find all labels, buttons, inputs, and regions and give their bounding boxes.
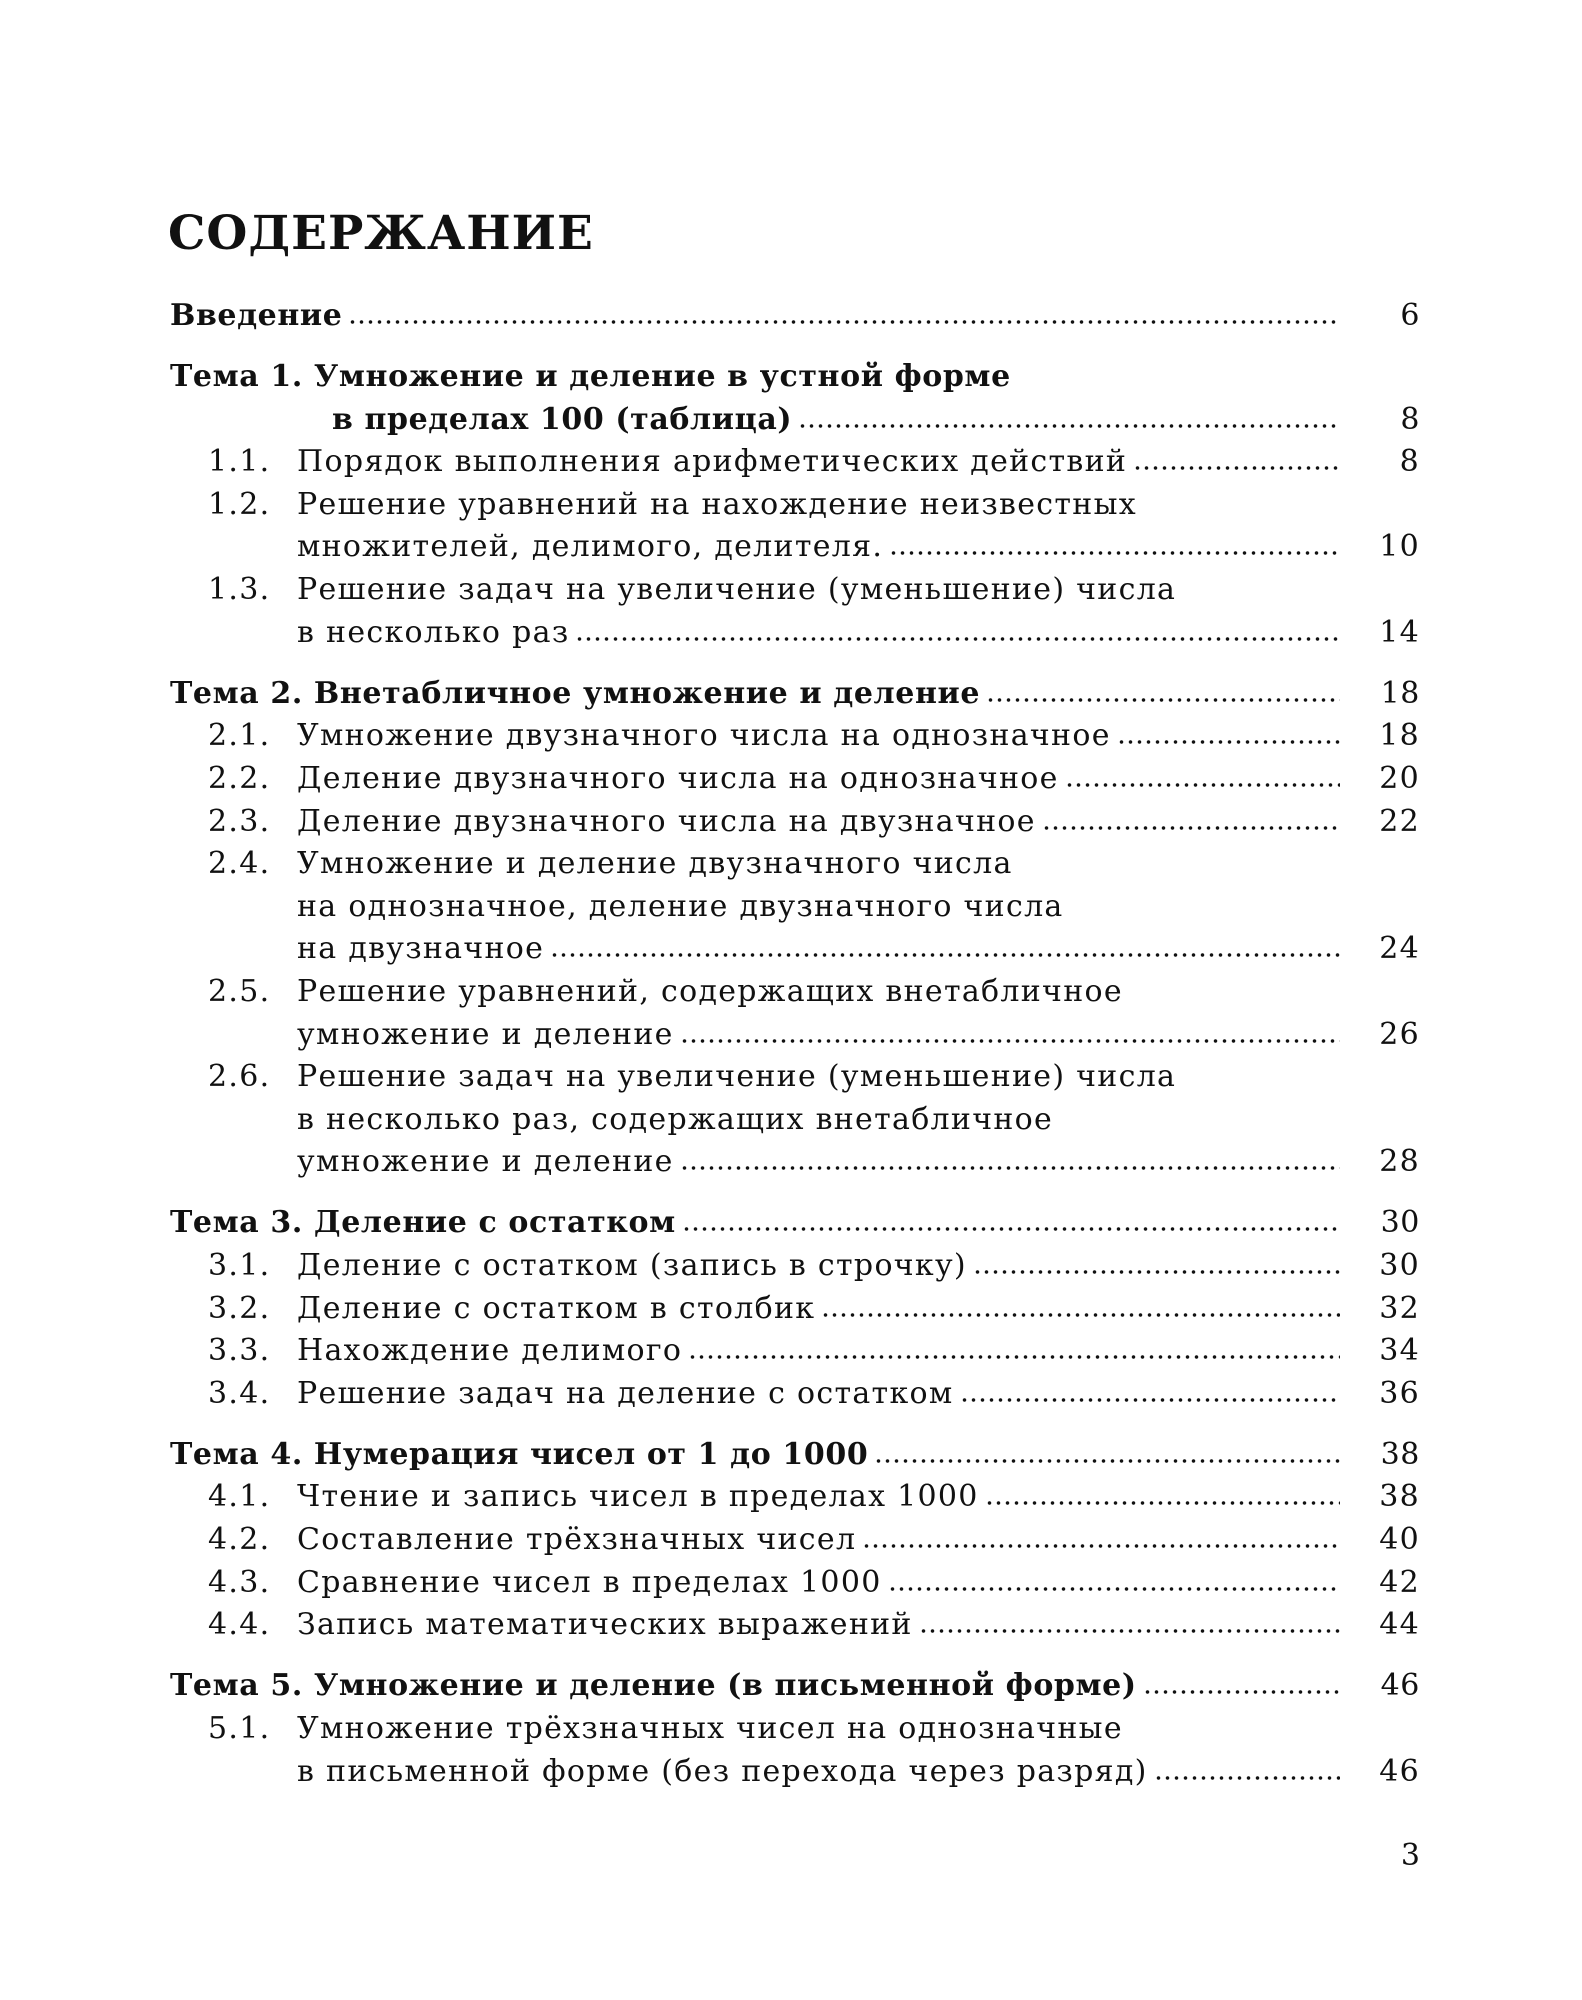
section-number: 2.1. (208, 718, 271, 754)
toc-line (170, 356, 1420, 399)
toc-subsection-entry[interactable] (170, 1245, 1420, 1288)
entry-title: Запись математических выражений (297, 1607, 913, 1643)
dot-leader (960, 1395, 1340, 1405)
entry-title: умножение и деление (297, 1144, 674, 1180)
topic-label: Тема 5. (170, 1668, 303, 1704)
dot-leader (1042, 823, 1340, 833)
toc-line (170, 484, 1420, 527)
page-reference[interactable]: 18 (1379, 718, 1420, 754)
page-reference[interactable]: 34 (1379, 1333, 1420, 1369)
entry-title: Решение задач на деление с остатком (297, 1375, 954, 1411)
dot-leader (348, 317, 1340, 327)
entry-title: Решение задач на увеличение (уменьшение) числа (297, 1059, 1177, 1095)
toc-section (170, 1665, 1420, 1793)
page-number: 3 (1400, 1838, 1420, 1873)
section-number: 4.1. (208, 1479, 271, 1515)
dot-leader (973, 1267, 1340, 1277)
entry-title: Порядок выполнения арифметических действий (297, 444, 1128, 480)
toc-subsection-entry[interactable] (170, 1708, 1420, 1793)
entry-title: множителей, делимого, делителя. (297, 529, 884, 565)
toc-line (170, 758, 1420, 801)
entry-title: Умножение и деление в устной форме (313, 359, 1011, 395)
toc-line (170, 526, 1420, 569)
toc-line (170, 1330, 1420, 1373)
toc-subsection-entry[interactable] (170, 1056, 1420, 1184)
page-reference[interactable]: 46 (1380, 1668, 1420, 1704)
toc-line (170, 295, 1420, 338)
entry-title: в несколько раз (297, 614, 570, 650)
entry-title: Деление с остатком (313, 1205, 676, 1241)
toc-line (170, 1434, 1420, 1477)
entry-title: умножение и деление (297, 1016, 674, 1052)
section-number: 1.2. (208, 486, 271, 522)
toc-topic-entry[interactable] (170, 356, 1420, 441)
toc-line (170, 1056, 1420, 1099)
toc-line (170, 1245, 1420, 1288)
page-reference[interactable]: 30 (1379, 1247, 1420, 1283)
toc-topic-entry[interactable] (170, 673, 1420, 716)
toc-subsection-entry[interactable] (170, 1476, 1420, 1519)
toc-subsection-entry[interactable] (170, 1604, 1420, 1647)
entry-title: Внетабличное умножение и деление (313, 675, 981, 711)
topic-label: Тема 4. (170, 1436, 303, 1472)
toc-line (170, 1099, 1420, 1142)
section-number: 1.3. (208, 572, 271, 608)
entry-title: Умножение двузначного числа на однозначное (297, 718, 1111, 754)
entry-title: на однозначное, деление двузначного числа (297, 888, 1064, 924)
toc-line (170, 1604, 1420, 1647)
entry-title: в письменной форме (без перехода через разряд) (297, 1753, 1148, 1789)
toc-subsection-entry[interactable] (170, 441, 1420, 484)
dot-leader (1133, 463, 1340, 473)
section-number: 3.4. (208, 1375, 271, 1411)
dot-leader (682, 1224, 1340, 1234)
page-title: СОДЕРЖАНИЕ (168, 206, 594, 261)
page-reference[interactable]: 28 (1379, 1144, 1420, 1180)
entry-title: на двузначное (297, 931, 545, 967)
page-reference[interactable]: 36 (1379, 1375, 1420, 1411)
toc-subsection-entry[interactable] (170, 1562, 1420, 1605)
section-number: 4.2. (208, 1522, 271, 1558)
dot-leader (889, 548, 1340, 558)
dot-leader (919, 1626, 1340, 1636)
page-reference[interactable]: 32 (1379, 1290, 1420, 1326)
page-reference[interactable]: 18 (1380, 675, 1420, 711)
page-reference[interactable]: 8 (1399, 444, 1420, 480)
toc-line (170, 928, 1420, 971)
entry-title: Нумерация чисел от 1 до 1000 (313, 1436, 869, 1472)
dot-leader (821, 1310, 1340, 1320)
entry-title: Решение уравнений, содержащих внетабличное (297, 973, 1123, 1009)
section-number: 1.1. (208, 444, 271, 480)
entry-title: Деление двузначного числа на однозначное (297, 760, 1059, 796)
toc-line (170, 1519, 1420, 1562)
entry-title: Умножение трёхзначных чисел на однозначные (297, 1710, 1123, 1746)
dot-leader (1154, 1773, 1340, 1783)
toc-line (170, 1202, 1420, 1245)
toc-line (170, 886, 1420, 929)
page-reference[interactable]: 8 (1400, 401, 1420, 437)
entry-title: Решение задач на увеличение (уменьшение) числа (297, 572, 1177, 608)
section-number: 4.3. (208, 1564, 271, 1600)
page-reference[interactable]: 10 (1379, 529, 1420, 565)
toc-line (170, 971, 1420, 1014)
page-reference[interactable]: 20 (1379, 760, 1420, 796)
toc-line (170, 1665, 1420, 1708)
entry-title: Чтение и запись чисел в пределах 1000 (297, 1479, 979, 1515)
toc-subsection-entry[interactable] (170, 801, 1420, 844)
table-of-contents (170, 295, 1420, 1812)
page-reference[interactable]: 24 (1379, 931, 1420, 967)
page-reference[interactable]: 26 (1379, 1016, 1420, 1052)
toc-topic-entry[interactable] (170, 1202, 1420, 1245)
section-number: 2.4. (208, 846, 271, 882)
entry-title: Введение (170, 298, 343, 333)
page-reference[interactable]: 30 (1380, 1205, 1420, 1241)
toc-subsection-entry[interactable] (170, 758, 1420, 801)
topic-label: Тема 1. (170, 359, 303, 395)
dot-leader (985, 1498, 1340, 1508)
toc-line (170, 1014, 1420, 1057)
toc-subsection-entry[interactable] (170, 843, 1420, 971)
section-number: 2.3. (208, 803, 271, 839)
dot-leader (575, 634, 1340, 644)
section-number: 2.2. (208, 760, 271, 796)
page-reference[interactable]: 38 (1379, 1479, 1420, 1515)
dot-leader (888, 1584, 1340, 1594)
page-reference[interactable]: 6 (1400, 298, 1420, 333)
page-reference[interactable]: 40 (1379, 1522, 1420, 1558)
page-reference[interactable]: 38 (1380, 1436, 1420, 1472)
dot-leader (680, 1163, 1340, 1173)
toc-line (170, 441, 1420, 484)
toc-subsection-entry[interactable] (170, 569, 1420, 654)
toc-line (170, 1708, 1420, 1751)
dot-leader (1065, 780, 1340, 790)
toc-section (170, 1202, 1420, 1415)
entry-title: Умножение и деление двузначного числа (297, 846, 1013, 882)
section-number: 2.6. (208, 1059, 271, 1095)
entry-title: в несколько раз, содержащих внетабличное (297, 1101, 1054, 1137)
entry-title: Сравнение чисел в пределах 1000 (297, 1564, 882, 1600)
toc-section (170, 1434, 1420, 1647)
toc-line (170, 715, 1420, 758)
topic-label: Тема 2. (170, 675, 303, 711)
section-number: 5.1. (208, 1710, 271, 1746)
section-number: 4.4. (208, 1607, 271, 1643)
dot-leader (874, 1456, 1340, 1466)
toc-subsection-entry[interactable] (170, 715, 1420, 758)
entry-title: Деление с остатком (запись в строчку) (297, 1247, 967, 1283)
toc-line (170, 673, 1420, 716)
toc-section (170, 295, 1420, 338)
section-number: 3.3. (208, 1333, 271, 1369)
toc-line (170, 399, 1420, 442)
toc-intro-entry[interactable] (170, 295, 1420, 338)
dot-leader (1143, 1687, 1340, 1697)
page-reference[interactable]: 44 (1379, 1607, 1420, 1643)
page-reference[interactable]: 42 (1379, 1564, 1420, 1600)
toc-line (170, 1288, 1420, 1331)
toc-line (170, 1373, 1420, 1416)
toc-subsection-entry[interactable] (170, 1288, 1420, 1331)
entry-title: Деление с остатком в столбик (297, 1290, 816, 1326)
toc-line (170, 801, 1420, 844)
dot-leader (550, 950, 1340, 960)
toc-line (170, 1562, 1420, 1605)
toc-topic-entry[interactable] (170, 1665, 1420, 1708)
topic-label: Тема 3. (170, 1205, 303, 1241)
dot-leader (680, 1036, 1340, 1046)
entry-title: Решение уравнений на нахождение неизвестных (297, 486, 1137, 522)
toc-line (170, 1141, 1420, 1184)
entry-title: Нахождение делимого (297, 1333, 683, 1369)
toc-section (170, 356, 1420, 654)
section-number: 2.5. (208, 973, 271, 1009)
entry-title: Составление трёхзначных чисел (297, 1522, 857, 1558)
toc-subsection-entry[interactable] (170, 971, 1420, 1056)
page-reference[interactable]: 46 (1379, 1753, 1420, 1789)
toc-line (170, 612, 1420, 655)
toc-line (170, 569, 1420, 612)
entry-title: в пределах 100 (таблица) (332, 401, 793, 437)
dot-leader (862, 1541, 1340, 1551)
section-number: 3.2. (208, 1290, 271, 1326)
dot-leader (688, 1352, 1340, 1362)
dot-leader (1117, 737, 1340, 747)
toc-line (170, 1751, 1420, 1794)
toc-subsection-entry[interactable] (170, 484, 1420, 569)
toc-section (170, 673, 1420, 1184)
toc-topic-entry[interactable] (170, 1434, 1420, 1477)
entry-title: Деление двузначного числа на двузначное (297, 803, 1036, 839)
page-reference[interactable]: 14 (1379, 614, 1420, 650)
page-reference[interactable]: 22 (1379, 803, 1420, 839)
section-number: 3.1. (208, 1247, 271, 1283)
toc-line (170, 1476, 1420, 1519)
toc-subsection-entry[interactable] (170, 1373, 1420, 1416)
toc-subsection-entry[interactable] (170, 1330, 1420, 1373)
dot-leader (986, 695, 1340, 705)
toc-line (170, 843, 1420, 886)
entry-title: Умножение и деление (в письменной форме) (313, 1668, 1137, 1704)
toc-subsection-entry[interactable] (170, 1519, 1420, 1562)
dot-leader (798, 421, 1340, 431)
